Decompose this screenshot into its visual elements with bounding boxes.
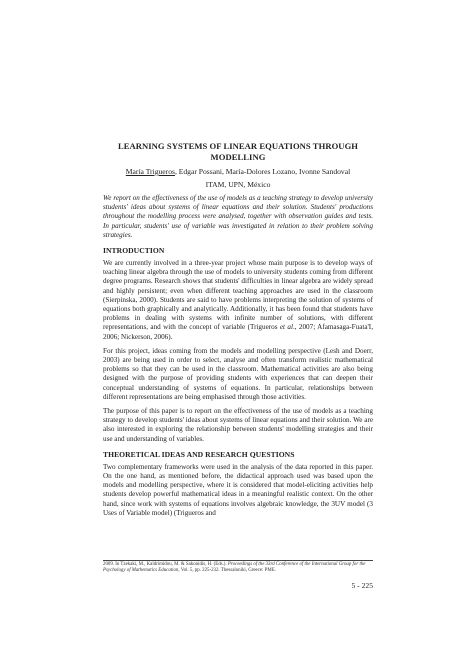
intro-p1-etal: et al (279, 323, 293, 332)
citation-footnote (103, 562, 373, 575)
footnote-text-c: , Vol. 5, pp. 225-232. Thessaloniki, Greece: PME. (178, 568, 276, 574)
intro-paragraph-1 (103, 259, 373, 342)
theory-paragraph-1: Two complementary frameworks were used in the analysis of the data reported in this paper. On the one hand, as mentioned before, the didactical approach used was based upon the models and modelling perspective, where it is considered that model-eliciting activities help students develop powerful mathematical ideas in a meaningful realistic context. On the other hand, since work with systems of equations involves algebraic knowledge, the 3UV model (3 Uses of Variable model) (Trigueros and (103, 462, 373, 517)
abstract: We report on the effectiveness of the use of models as a teaching strategy to develop university students' ideas about systems of linear equations and their solution. Students' productions throughout the modelling process were analysed, together with observation guides and tests. In particular, students' use of variable was investigated in relation to their problem solving strategies. (103, 194, 373, 239)
section-heading-theory: THEORETICAL IDEAS AND RESEARCH QUESTIONS (103, 449, 295, 459)
footnote-divider (103, 560, 373, 561)
presenting-author: María Trigueros (125, 167, 175, 176)
main-content (103, 141, 373, 518)
co-authors: , Edgar Possani, María-Dolores Lozano, Ivonne Sandoval (174, 167, 351, 176)
section-heading-introduction: INTRODUCTION (103, 246, 165, 256)
intro-p1-text-b: ., 2007; Afamasaga-Fuata'I, 2006; Nickerson, 2006). (103, 323, 373, 341)
author-list (103, 167, 373, 177)
footnote-text-a: 2009. In Tzekaki, M., Kaldrimidou, M. & Sakonidis, H. (Eds.). (103, 562, 228, 567)
affiliation: ITAM, UPN, México (205, 180, 271, 189)
paper-title: LEARNING SYSTEMS OF LINEAR EQUATIONS THROUGH MODELLING (117, 141, 359, 162)
intro-paragraph-3: The purpose of this paper is to report on the effectiveness of the use of models as a teaching strategy to develop students' ideas about systems of linear equations and their solution. We are also interested in exploring the relationship between students' modelling strategies and their use and understanding of variables. (103, 407, 373, 443)
footnote-proceedings-title: Proceedings of the 33rd Conference of the International Group for the Psychology of Mathematics Education (103, 562, 366, 574)
intro-p1-text-a: We are currently involved in a three-year project whose main purpose is to develop ways of teaching linear algebra through the use of models to university students coming from different degree programs. Research shows that students' difficulties in linear algebra are widely spread and highly persistent; even when different teaching approaches are used in the classroom (Sierpinska, 2000). Students are said to have problems interpreting the solution of systems of equations both graphically and analytically. Additionally, it has been found that students have problems in dealing with systems with infinite number of solutions, with different representations, and with the concept of variable (Trigueros (103, 259, 373, 332)
intro-paragraph-2: For this project, ideas coming from the models and modelling perspective (Lesh and Doerr, 2003) are being used in order to select, analyse and often transform realistic mathematical problems so that they can be used in the classroom. Mathematical activities are also being designed with the purpose of providing students with experiences that can deepen their conceptual understanding of systems of equations. In particular, relationships between different representations are being emphasised through those activities. (103, 346, 373, 401)
page-number: 5 - 225 (351, 581, 373, 590)
